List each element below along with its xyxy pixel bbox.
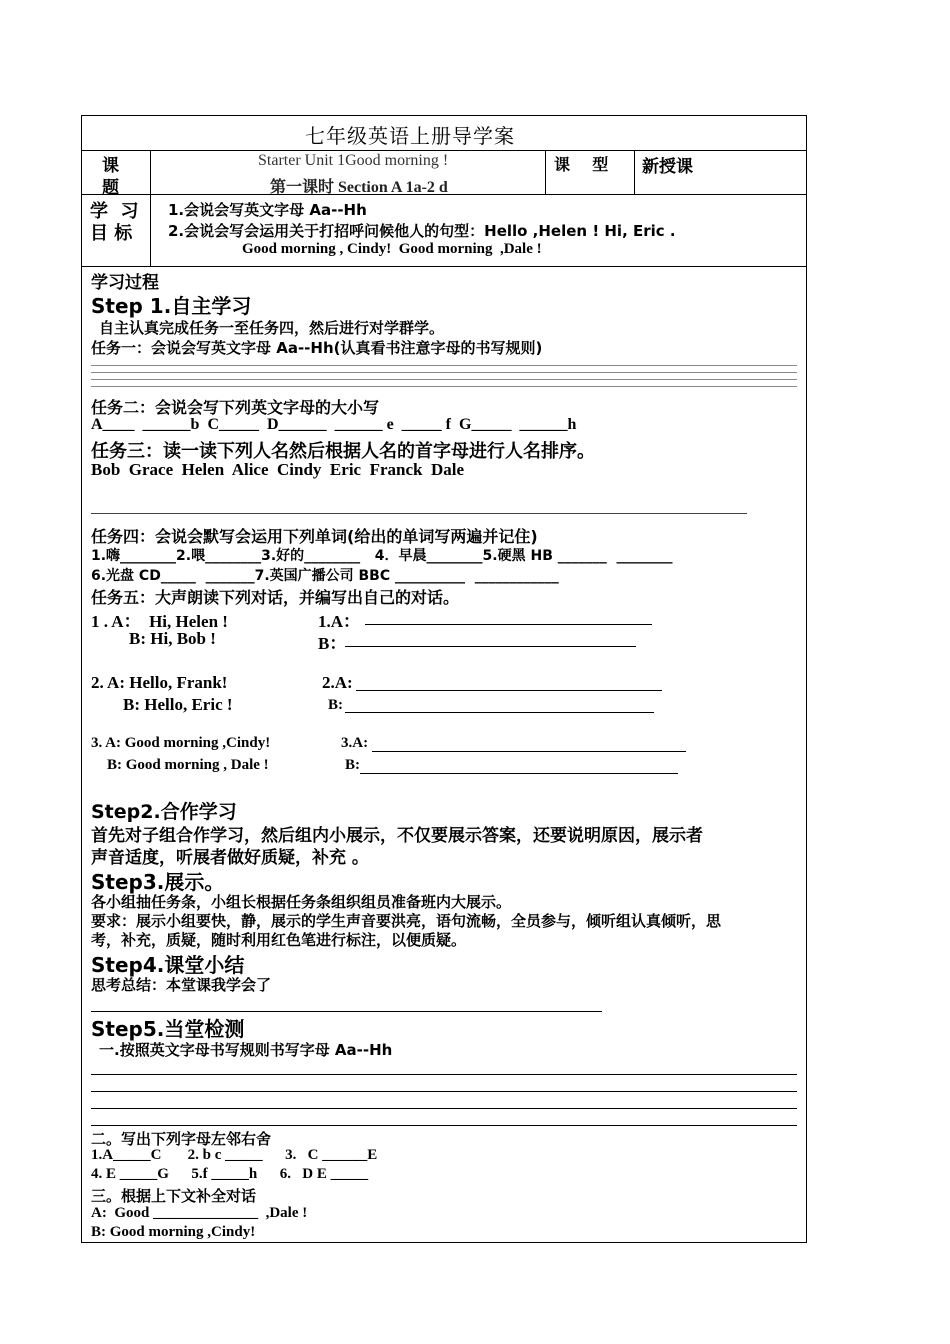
dialogue-3-b-own: B: <box>345 757 360 773</box>
dialogue-1-a: 1 . A： Hi, Helen ! <box>91 612 228 631</box>
step3-description-1: 各小组抽任务条，小组长根据任务条组织组员准备班内大展示。 <box>91 893 512 911</box>
writing-line <box>91 1125 797 1126</box>
answer-line <box>360 773 678 774</box>
dialogue-2-b-own: B: <box>328 697 343 713</box>
task2: 任务二：会说会写下列英文字母的大小写 <box>91 398 380 417</box>
writing-line <box>91 1091 797 1092</box>
step2-heading: Step2.合作学习 <box>91 801 237 823</box>
task1: 任务一：会说会写英文字母 Aa--Hh(认真看书注意字母的书写规则) <box>91 339 543 357</box>
step2-description-2: 声音适度，听展者做好质疑，补充 。 <box>91 848 369 868</box>
table-divider <box>545 150 546 194</box>
question-2-line-2: 4. E _____G 5.f _____h 6. D E _____ <box>91 1166 369 1182</box>
process-heading: 学习过程 <box>91 273 159 293</box>
task3: 任务三：读一读下列人名然后根据人名的首字母进行人名排序。 <box>91 441 595 462</box>
answer-line <box>345 646 636 647</box>
answer-line <box>365 624 652 625</box>
dialogue-3-a: 3. A: Good morning ,Cindy! <box>91 735 271 751</box>
goal-2: 2.会说会写会运用关于打招呼问候他人的句型：Hello ,Helen ! Hi, Eric . <box>168 222 676 240</box>
answer-line <box>345 712 654 713</box>
step1-heading: Step 1.自主学习 <box>91 294 252 318</box>
step5-heading: Step5.当堂检测 <box>91 1017 245 1041</box>
table-divider <box>81 150 807 151</box>
step3-description-2: 要求：展示小组要快，静，展示的学生声音要洪亮，语句流畅，全员参与，倾听组认真倾听，思 <box>91 912 722 930</box>
topic-section: 第一课时 Section A 1a-2 d <box>270 179 448 196</box>
answer-line <box>356 690 662 691</box>
dialogue-3-a-own: 3.A: <box>341 735 369 751</box>
answer-line <box>91 1011 602 1012</box>
step3-description-3: 考，补充，质疑，随时利用红色笔进行标注，以便质疑。 <box>91 931 467 949</box>
goal-1: 1.会说会写英文字母 Aa--Hh <box>168 201 367 219</box>
task5: 任务五：大声朗读下列对话，并编写出自己的对话。 <box>91 588 460 607</box>
writing-line <box>91 365 797 366</box>
question-2-line-1: 1.A_____C 2. b c _____ 3. C ______E <box>91 1147 378 1163</box>
task4: 任务四：会说会默写会运用下列单词(给出的单词写两遍并记住) <box>91 527 538 546</box>
goals-label: 学 习 <box>90 201 139 222</box>
type-value: 新授课 <box>642 157 693 177</box>
type-label: 课 型 <box>554 155 609 174</box>
question-3-line-2: B: Good morning ,Cindy! <box>91 1224 256 1240</box>
goals-label: 目 标 <box>90 223 133 244</box>
step4-heading: Step4.课堂小结 <box>91 953 245 977</box>
step2-description-1: 首先对子组合作学习，然后组内小展示，不仅要展示答案，还要说明原因，展示者 <box>91 826 703 846</box>
question-3-line-1: A: Good ______________ ,Dale ! <box>91 1205 308 1221</box>
table-divider <box>81 266 807 267</box>
topic-label: 课 <box>102 156 119 176</box>
dialogue-2-a-own: 2.A: <box>322 673 353 692</box>
dialogue-3-b: B: Good morning , Dale ! <box>107 757 269 773</box>
step1-description: 自主认真完成任务一至任务四，然后进行对学群学。 <box>99 319 445 337</box>
table-divider <box>150 150 151 266</box>
topic-label: 题 <box>102 178 119 198</box>
task4-line-2: 6.光盘 CD_____ _______7.英国广播公司 BBC __________ ____________ <box>91 568 559 584</box>
goal-2-continued: Good morning , Cindy! Good morning ,Dale ! <box>242 241 542 257</box>
task2-blanks: A____ ______b C_____ D______ ______ e _____ f G_____ ______h <box>91 416 577 433</box>
question-2: 二。写出下列字母左邻右舍 <box>91 1130 272 1148</box>
writing-line <box>91 1108 797 1109</box>
answer-line <box>372 751 686 752</box>
task4-line-1: 1.嗨________2.喂________3.好的________ 4．早晨________5.硬黑 HB _______ ________ <box>91 548 673 564</box>
question-3: 三。根据上下文补全对话 <box>91 1187 257 1205</box>
answer-line <box>91 513 747 514</box>
step3-heading: Step3.展示。 <box>91 870 225 894</box>
task3-names: Bob Grace Helen Alice Cindy Eric Franck Dale <box>91 460 465 479</box>
dialogue-2-b: B: Hello, Eric ! <box>123 695 233 714</box>
writing-line <box>91 379 797 380</box>
writing-line <box>91 1074 797 1075</box>
dialogue-1-b: B: Hi, Bob ! <box>129 629 216 648</box>
dialogue-1-a-own: 1.A： <box>318 612 361 631</box>
writing-line <box>91 386 797 387</box>
writing-line <box>91 372 797 373</box>
table-divider <box>634 150 635 194</box>
dialogue-1-b-own: B： <box>318 634 347 653</box>
dialogue-2-a: 2. A: Hello, Frank! <box>91 673 228 692</box>
question-1: 一.按照英文字母书写规则书写字母 Aa--Hh <box>99 1041 393 1059</box>
page-title: 七年级英语上册导学案 <box>305 124 515 148</box>
topic-title: Starter Unit 1Good morning ! <box>258 152 449 169</box>
step4-description: 思考总结：本堂课我学会了 <box>91 976 272 994</box>
